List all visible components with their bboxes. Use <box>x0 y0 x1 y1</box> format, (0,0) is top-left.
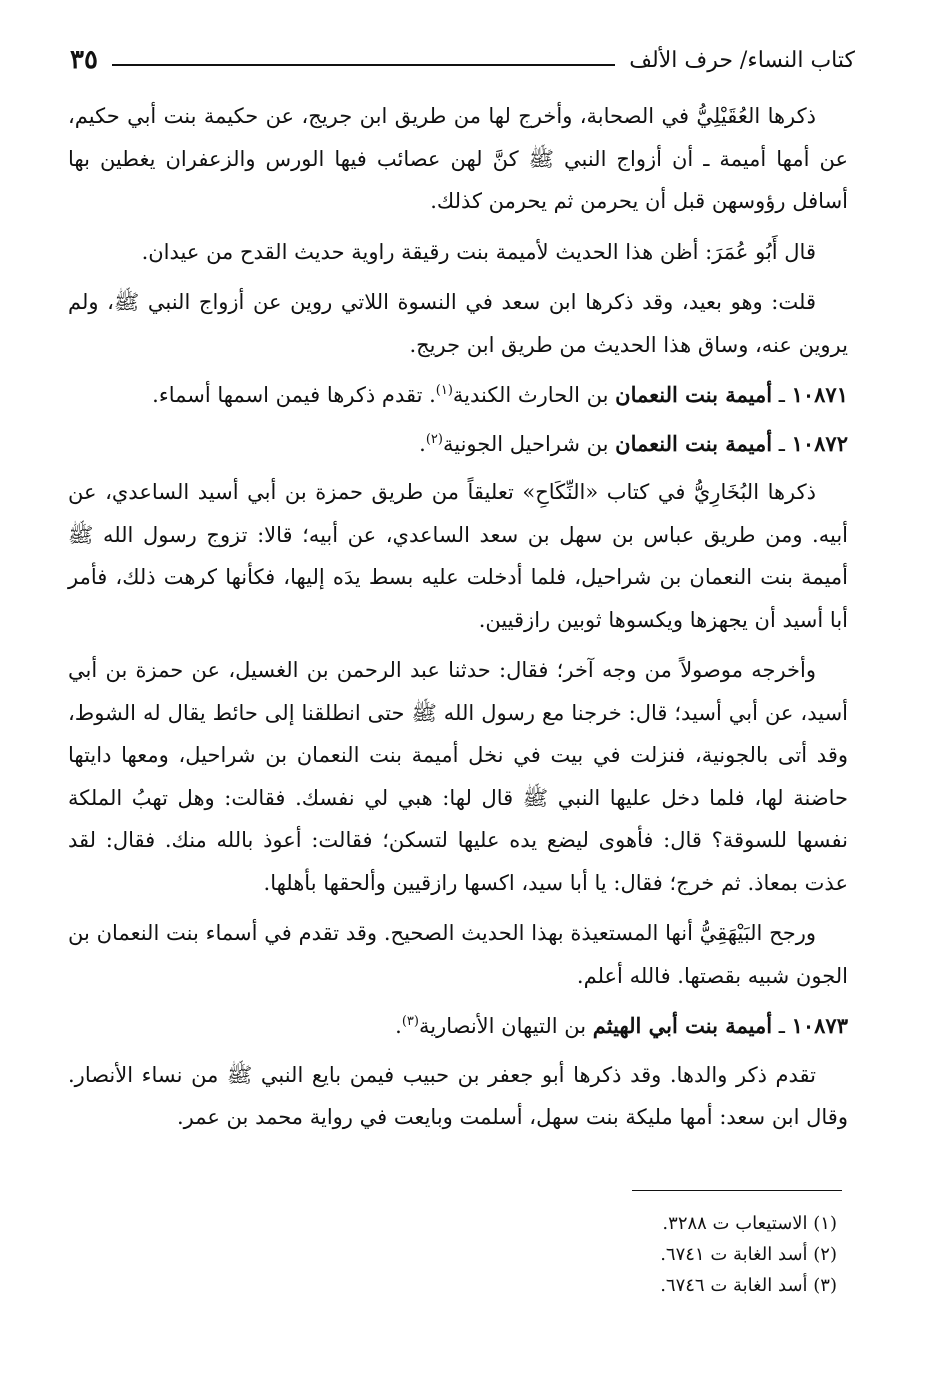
footnote: (١) الاستيعاب ت ٣٢٨٨. <box>662 1213 837 1234</box>
footnote-rule <box>632 1190 842 1191</box>
biography-entry <box>68 423 848 466</box>
paragraph: قال أَبُو عُمَرَ: أظن هذا الحديث لأميمة بنت رقيقة راوية حديث القدح من عيدان. <box>141 239 816 264</box>
biography-entry <box>68 1005 848 1048</box>
entry-number: ١٠٨٧١ <box>791 382 848 407</box>
entry-text: . <box>419 431 426 456</box>
entry-dash: ـ <box>772 431 792 456</box>
footnote-ref: (٢) <box>425 431 443 447</box>
biography-entry <box>68 374 848 417</box>
header-rule <box>112 64 615 66</box>
paragraph: ورجح البَيْهَقِيُّ أنها المستعيذة بهذا الحديث الصحيح. وقد تقدم في أسماء بنت النعمان بن الجون شبيه بقصتها. فالله أعلم. <box>68 921 848 988</box>
entry-name: أميمة بنت النعمان <box>615 382 773 407</box>
paragraph: قلت: وهو بعيد، وقد ذكرها ابن سعد في النسوة اللاتي روين عن أزواج النبي ﷺ، ولم يروين عنه، وساق هذا الحديث من طريق ابن جريج. <box>68 290 848 357</box>
entry-number: ١٠٨٧٢ <box>791 430 848 456</box>
entry-lineage: بن الحارث الكندية <box>452 383 616 407</box>
entry-lineage: بن شراحيل الجونية <box>442 431 616 456</box>
entry-number: ١٠٨٧٣ <box>791 1013 848 1038</box>
footnote-ref: (١) <box>435 383 453 398</box>
page-header <box>70 40 855 80</box>
footnote-ref: (٣) <box>401 1014 419 1029</box>
entry-dash: ـ <box>772 383 792 407</box>
paragraph: ذكرها العُقَيْلِيُّ في الصحابة، وأخرج لها من طريق ابن جريج، عن حكيمة بنت أبي حكيم، عن أمها أميمة ـ أن أزواج النبي ﷺ كنَّ لهن عصائب فيها الورس والزعفران يغطين بها أسافل رؤوسهن قبل أن يحرمن ثم يحرمن كذلك. <box>68 104 848 213</box>
entry-name: أميمة بنت أبي الهيثم <box>592 1013 773 1038</box>
footnote: (٢) أسد الغابة ت ٦٧٤١. <box>660 1244 837 1265</box>
entry-text: . <box>395 1014 402 1038</box>
paragraph: تقدم ذكر والدها. وقد ذكرها أبو جعفر بن حبيب فيمن بايع النبي ﷺ من نساء الأنصار. وقال ابن سعد: أمها مليكة بنت سهل، أسلمت وبايعت في رواية محمد بن عمر. <box>68 1062 848 1129</box>
entry-name: أميمة بنت النعمان <box>615 430 773 456</box>
entry-lineage: بن التيهان الأنصارية <box>418 1014 593 1038</box>
running-head: كتاب النساء/ حرف الألف <box>629 47 855 73</box>
paragraph: ذكرها البُخَارِيُّ في كتاب «النِّكَاحِ» تعليقاً من طريق حمزة بن أبي أسيد الساعدي، عن أبيه. ومن طريق عباس بن سهل بن سعد الساعدي، عن أبيه؛ قالا: تزوج رسول الله ﷺ أميمة بنت النعمان بن شراحيل، فلما أدخلت عليه بسط يدَه إليها، فكأنها كرهت ذلك، فأمر أبا أسيد أن يجهزها ويكسوها ثوبين رازقيين. <box>68 480 848 632</box>
main-text <box>68 95 848 1147</box>
entry-text: . تقدم ذكرها فيمن اسمها أسماء. <box>152 383 436 407</box>
footnotes <box>400 1208 837 1301</box>
entry-dash: ـ <box>772 1014 792 1038</box>
paragraph: وأخرجه موصولاً من وجه آخر؛ فقال: حدثنا عبد الرحمن بن الغسيل، عن حمزة بن أبي أسيد، عن أبي أسيد؛ قال: خرجنا مع رسول الله ﷺ حتى انطلقنا إلى حائط يقال له الشوط، وقد أتى بالجونية، فنزلت في بيت في نخل أميمة بنت النعمان بن شراحيل، ومعها دايتها حاضنة لها، فلما دخل عليها النبي ﷺ قال لها: هبي لي نفسك. فقالت: وهل تهبُ الملكة نفسها للسوقة؟ قال: فأهوى ليضع يده عليها لتسكن؛ فقالت: أعوذ بالله منك. فقال: لقد عذت بمعاذ. ثم خرج؛ فقال: يا أبا سيد، اكسها رازقيين وألحقها بأهلها. <box>68 658 848 895</box>
footnote: (٣) أسد الغابة ت ٦٧٤٦. <box>660 1275 837 1296</box>
page-number: ٣٥ <box>70 45 98 75</box>
